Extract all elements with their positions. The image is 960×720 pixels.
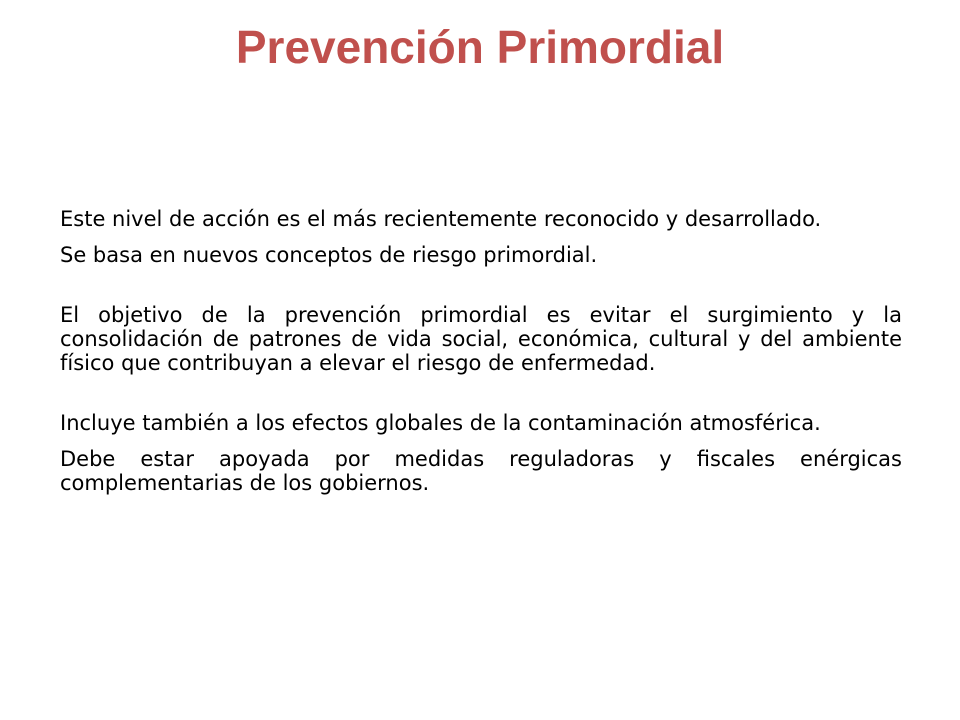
paragraph-government-measures: Debe estar apoyada por medidas reguladoras y fiscales enérgicas complementarias de los gobiernos. xyxy=(60,447,902,495)
slide-body xyxy=(60,207,902,507)
slide-title: Prevención Primordial xyxy=(235,21,725,73)
paragraph-level-description: Este nivel de acción es el más recientemente reconocido y desarrollado. xyxy=(60,207,822,231)
paragraph-global-effects: Incluye también a los efectos globales de la contaminación atmosférica. xyxy=(60,411,821,435)
paragraph-basis: Se basa en nuevos conceptos de riesgo primordial. xyxy=(60,243,598,267)
paragraph-objective: El objetivo de la prevención primordial es evitar el surgimiento y la consolidación de patrones de vida social, económica, cultural y del ambiente físico que contribuyan a elevar el riesgo de enfermedad. xyxy=(60,303,902,375)
